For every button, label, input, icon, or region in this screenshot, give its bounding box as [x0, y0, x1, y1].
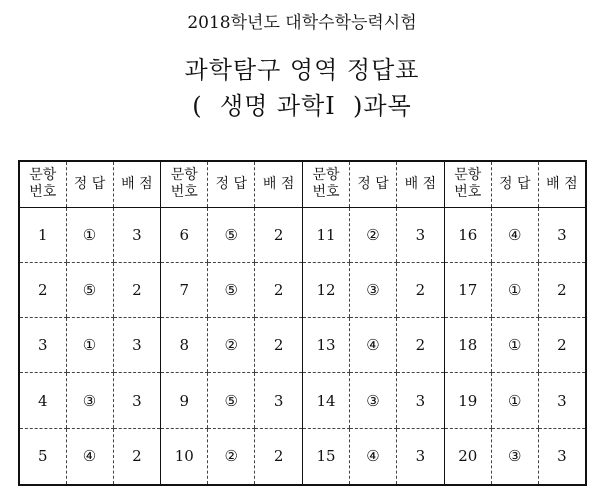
table-row: [19, 428, 586, 485]
question-number: 8: [161, 318, 208, 373]
answer-cell: ④: [350, 428, 397, 485]
answer-cell: ②: [208, 428, 255, 485]
answer-cell: ①: [66, 318, 113, 373]
header-row: [19, 161, 586, 207]
col-header-answer: 정 답: [350, 161, 397, 207]
answer-cell: ⑤: [208, 207, 255, 262]
answer-table: [18, 160, 587, 486]
question-number: 1: [19, 207, 66, 262]
points-cell: 2: [255, 262, 303, 317]
points-cell: 2: [255, 318, 303, 373]
question-number: 5: [19, 428, 66, 485]
points-cell: 3: [255, 373, 303, 428]
points-cell: 2: [397, 318, 445, 373]
question-number: 19: [444, 373, 491, 428]
points-cell: 2: [538, 318, 586, 373]
points-cell: 3: [538, 428, 586, 485]
col-header-points: 배 점: [538, 161, 586, 207]
question-number: 14: [303, 373, 350, 428]
answer-cell: ③: [350, 373, 397, 428]
col-header-answer: 정 답: [208, 161, 255, 207]
points-cell: 3: [113, 318, 161, 373]
points-cell: 3: [113, 207, 161, 262]
answer-cell: ①: [491, 318, 538, 373]
answer-cell: ③: [66, 373, 113, 428]
answer-cell: ③: [491, 428, 538, 485]
question-number: 13: [303, 318, 350, 373]
table-row: [19, 262, 586, 317]
col-header-number: 문항 번호: [19, 161, 66, 207]
question-number: 7: [161, 262, 208, 317]
answer-cell: ②: [208, 318, 255, 373]
subject-title: ( 생명 과학Ⅰ )과목: [192, 92, 412, 120]
question-number: 3: [19, 318, 66, 373]
points-cell: 3: [113, 373, 161, 428]
question-number: 2: [19, 262, 66, 317]
answer-cell: ④: [66, 428, 113, 485]
question-number: 20: [444, 428, 491, 485]
table-row: [19, 373, 586, 428]
col-header-number: 문항 번호: [444, 161, 491, 207]
points-cell: 2: [255, 207, 303, 262]
answer-cell: ①: [491, 262, 538, 317]
question-number: 12: [303, 262, 350, 317]
points-cell: 2: [538, 262, 586, 317]
table-row: [19, 318, 586, 373]
points-cell: 3: [397, 373, 445, 428]
col-header-points: 배 점: [397, 161, 445, 207]
points-cell: 3: [397, 207, 445, 262]
points-cell: 3: [538, 207, 586, 262]
answer-cell: ④: [350, 318, 397, 373]
col-header-answer: 정 답: [66, 161, 113, 207]
question-number: 17: [444, 262, 491, 317]
col-header-answer: 정 답: [491, 161, 538, 207]
exam-title: 2018학년도 대학수학능력시험: [187, 13, 417, 33]
col-header-number: 문항 번호: [303, 161, 350, 207]
col-header-points: 배 점: [255, 161, 303, 207]
answer-cell: ①: [491, 373, 538, 428]
points-cell: 2: [397, 262, 445, 317]
points-cell: 3: [538, 373, 586, 428]
table-row: [19, 207, 586, 262]
answer-cell: ④: [491, 207, 538, 262]
answer-cell: ①: [66, 207, 113, 262]
question-number: 18: [444, 318, 491, 373]
points-cell: 3: [397, 428, 445, 485]
answer-cell: ⑤: [208, 262, 255, 317]
answer-cell: ③: [350, 262, 397, 317]
answer-key-title: 과학탐구 영역 정답표: [184, 56, 420, 84]
question-number: 4: [19, 373, 66, 428]
col-header-number: 문항 번호: [161, 161, 208, 207]
answer-cell: ②: [350, 207, 397, 262]
question-number: 6: [161, 207, 208, 262]
points-cell: 2: [113, 262, 161, 317]
question-number: 11: [303, 207, 350, 262]
question-number: 16: [444, 207, 491, 262]
answer-cell: ⑤: [66, 262, 113, 317]
answer-cell: ⑤: [208, 373, 255, 428]
question-number: 10: [161, 428, 208, 485]
col-header-points: 배 점: [113, 161, 161, 207]
question-number: 15: [303, 428, 350, 485]
points-cell: 2: [113, 428, 161, 485]
question-number: 9: [161, 373, 208, 428]
points-cell: 2: [255, 428, 303, 485]
